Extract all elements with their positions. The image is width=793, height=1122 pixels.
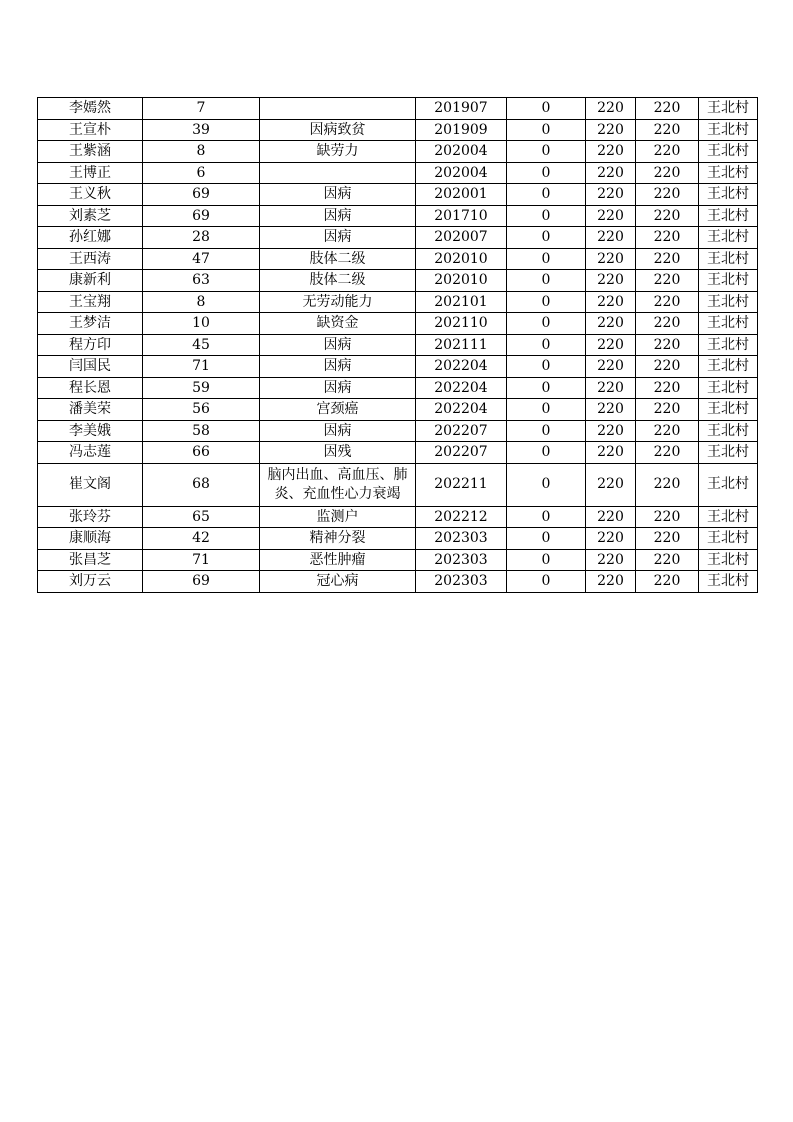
age-cell: 69: [143, 571, 260, 593]
amount-total-cell: 220: [636, 270, 699, 292]
table-row: [38, 313, 758, 335]
date-cell: 202004: [416, 162, 507, 184]
name-cell: 刘素芝: [38, 205, 143, 227]
reason-cell: 监测户: [260, 506, 416, 528]
reason-cell: 脑内出血、高血压、肺炎、充血性心力衰竭: [260, 463, 416, 506]
village-cell: 王北村: [699, 205, 758, 227]
name-cell: 张玲芬: [38, 506, 143, 528]
zero-cell: 0: [507, 506, 586, 528]
name-cell: 王西涛: [38, 248, 143, 270]
name-cell: 王宣朴: [38, 119, 143, 141]
village-cell: 王北村: [699, 549, 758, 571]
reason-cell: 因病: [260, 184, 416, 206]
zero-cell: 0: [507, 119, 586, 141]
name-cell: 程方印: [38, 334, 143, 356]
name-cell: 李嫣然: [38, 98, 143, 120]
date-cell: 201907: [416, 98, 507, 120]
amount-total-cell: 220: [636, 248, 699, 270]
amount-total-cell: 220: [636, 98, 699, 120]
date-cell: 202004: [416, 141, 507, 163]
amount-total-cell: 220: [636, 356, 699, 378]
amount-cell: 220: [586, 141, 636, 163]
date-cell: 201909: [416, 119, 507, 141]
amount-cell: 220: [586, 313, 636, 335]
table-row: [38, 399, 758, 421]
amount-total-cell: 220: [636, 162, 699, 184]
zero-cell: 0: [507, 270, 586, 292]
reason-cell: 缺资金: [260, 313, 416, 335]
name-cell: 王梦洁: [38, 313, 143, 335]
amount-cell: 220: [586, 119, 636, 141]
zero-cell: 0: [507, 291, 586, 313]
amount-cell: 220: [586, 399, 636, 421]
name-cell: 李美娥: [38, 420, 143, 442]
date-cell: 202204: [416, 399, 507, 421]
age-cell: 10: [143, 313, 260, 335]
reason-cell: 因病致贫: [260, 119, 416, 141]
zero-cell: 0: [507, 227, 586, 249]
amount-cell: 220: [586, 184, 636, 206]
date-cell: 202207: [416, 420, 507, 442]
reason-cell: 因病: [260, 377, 416, 399]
table-row: [38, 119, 758, 141]
table-row: [38, 506, 758, 528]
amount-total-cell: 220: [636, 184, 699, 206]
amount-cell: 220: [586, 205, 636, 227]
village-cell: 王北村: [699, 463, 758, 506]
date-cell: 202001: [416, 184, 507, 206]
name-cell: 潘美荣: [38, 399, 143, 421]
village-cell: 王北村: [699, 270, 758, 292]
amount-total-cell: 220: [636, 291, 699, 313]
date-cell: 202007: [416, 227, 507, 249]
village-cell: 王北村: [699, 528, 758, 550]
name-cell: 闫国民: [38, 356, 143, 378]
table-row: [38, 291, 758, 313]
amount-cell: 220: [586, 356, 636, 378]
date-cell: 202111: [416, 334, 507, 356]
zero-cell: 0: [507, 442, 586, 464]
name-cell: 张昌芝: [38, 549, 143, 571]
amount-cell: 220: [586, 248, 636, 270]
date-cell: 202207: [416, 442, 507, 464]
age-cell: 8: [143, 141, 260, 163]
village-cell: 王北村: [699, 141, 758, 163]
table-row: [38, 248, 758, 270]
amount-total-cell: 220: [636, 205, 699, 227]
date-cell: 202212: [416, 506, 507, 528]
name-cell: 王紫涵: [38, 141, 143, 163]
reason-cell: 冠心病: [260, 571, 416, 593]
amount-cell: 220: [586, 463, 636, 506]
zero-cell: 0: [507, 420, 586, 442]
date-cell: 202303: [416, 571, 507, 593]
table-row: [38, 98, 758, 120]
table-row: [38, 227, 758, 249]
reason-cell: [260, 162, 416, 184]
age-cell: 28: [143, 227, 260, 249]
zero-cell: 0: [507, 463, 586, 506]
amount-total-cell: 220: [636, 420, 699, 442]
date-cell: 202303: [416, 528, 507, 550]
village-cell: 王北村: [699, 506, 758, 528]
zero-cell: 0: [507, 334, 586, 356]
amount-cell: 220: [586, 227, 636, 249]
reason-cell: 因病: [260, 334, 416, 356]
age-cell: 63: [143, 270, 260, 292]
zero-cell: 0: [507, 356, 586, 378]
zero-cell: 0: [507, 162, 586, 184]
amount-total-cell: 220: [636, 227, 699, 249]
village-cell: 王北村: [699, 571, 758, 593]
village-cell: 王北村: [699, 377, 758, 399]
village-cell: 王北村: [699, 227, 758, 249]
age-cell: 58: [143, 420, 260, 442]
age-cell: 6: [143, 162, 260, 184]
age-cell: 39: [143, 119, 260, 141]
table-row: [38, 463, 758, 506]
village-cell: 王北村: [699, 356, 758, 378]
amount-total-cell: 220: [636, 571, 699, 593]
village-cell: 王北村: [699, 334, 758, 356]
village-cell: 王北村: [699, 248, 758, 270]
age-cell: 71: [143, 356, 260, 378]
amount-total-cell: 220: [636, 549, 699, 571]
amount-cell: 220: [586, 506, 636, 528]
zero-cell: 0: [507, 313, 586, 335]
amount-cell: 220: [586, 377, 636, 399]
name-cell: 冯志莲: [38, 442, 143, 464]
date-cell: 202303: [416, 549, 507, 571]
amount-cell: 220: [586, 162, 636, 184]
recipient-table: [37, 97, 758, 593]
age-cell: 68: [143, 463, 260, 506]
name-cell: 康新利: [38, 270, 143, 292]
amount-total-cell: 220: [636, 313, 699, 335]
reason-cell: 因病: [260, 205, 416, 227]
reason-cell: 缺劳力: [260, 141, 416, 163]
table-body: [38, 98, 758, 593]
amount-total-cell: 220: [636, 442, 699, 464]
table-row: [38, 528, 758, 550]
zero-cell: 0: [507, 141, 586, 163]
age-cell: 47: [143, 248, 260, 270]
zero-cell: 0: [507, 571, 586, 593]
name-cell: 王宝翔: [38, 291, 143, 313]
village-cell: 王北村: [699, 291, 758, 313]
reason-cell: 精神分裂: [260, 528, 416, 550]
date-cell: 202110: [416, 313, 507, 335]
table-row: [38, 184, 758, 206]
table-row: [38, 571, 758, 593]
village-cell: 王北村: [699, 442, 758, 464]
amount-total-cell: 220: [636, 141, 699, 163]
reason-cell: [260, 98, 416, 120]
village-cell: 王北村: [699, 162, 758, 184]
age-cell: 65: [143, 506, 260, 528]
amount-total-cell: 220: [636, 334, 699, 356]
table-row: [38, 549, 758, 571]
zero-cell: 0: [507, 377, 586, 399]
zero-cell: 0: [507, 98, 586, 120]
reason-cell: 因残: [260, 442, 416, 464]
zero-cell: 0: [507, 549, 586, 571]
reason-cell: 因病: [260, 227, 416, 249]
village-cell: 王北村: [699, 420, 758, 442]
amount-cell: 220: [586, 291, 636, 313]
age-cell: 8: [143, 291, 260, 313]
name-cell: 孙红娜: [38, 227, 143, 249]
date-cell: 202204: [416, 356, 507, 378]
age-cell: 71: [143, 549, 260, 571]
table-row: [38, 205, 758, 227]
name-cell: 崔文阁: [38, 463, 143, 506]
village-cell: 王北村: [699, 313, 758, 335]
table-row: [38, 141, 758, 163]
age-cell: 7: [143, 98, 260, 120]
amount-cell: 220: [586, 334, 636, 356]
reason-cell: 肢体二级: [260, 270, 416, 292]
table-row: [38, 442, 758, 464]
amount-cell: 220: [586, 270, 636, 292]
table-row: [38, 420, 758, 442]
village-cell: 王北村: [699, 119, 758, 141]
amount-cell: 220: [586, 442, 636, 464]
age-cell: 69: [143, 184, 260, 206]
reason-cell: 无劳动能力: [260, 291, 416, 313]
age-cell: 56: [143, 399, 260, 421]
zero-cell: 0: [507, 528, 586, 550]
amount-total-cell: 220: [636, 463, 699, 506]
village-cell: 王北村: [699, 184, 758, 206]
table-row: [38, 334, 758, 356]
reason-cell: 宫颈癌: [260, 399, 416, 421]
amount-cell: 220: [586, 420, 636, 442]
amount-total-cell: 220: [636, 399, 699, 421]
name-cell: 刘万云: [38, 571, 143, 593]
date-cell: 202010: [416, 270, 507, 292]
reason-cell: 因病: [260, 420, 416, 442]
amount-cell: 220: [586, 98, 636, 120]
amount-total-cell: 220: [636, 506, 699, 528]
date-cell: 202211: [416, 463, 507, 506]
village-cell: 王北村: [699, 98, 758, 120]
age-cell: 42: [143, 528, 260, 550]
table-row: [38, 377, 758, 399]
village-cell: 王北村: [699, 399, 758, 421]
amount-cell: 220: [586, 549, 636, 571]
name-cell: 康顺海: [38, 528, 143, 550]
age-cell: 45: [143, 334, 260, 356]
name-cell: 王义秋: [38, 184, 143, 206]
zero-cell: 0: [507, 205, 586, 227]
date-cell: 202204: [416, 377, 507, 399]
age-cell: 69: [143, 205, 260, 227]
date-cell: 202010: [416, 248, 507, 270]
zero-cell: 0: [507, 248, 586, 270]
date-cell: 201710: [416, 205, 507, 227]
table-row: [38, 270, 758, 292]
amount-total-cell: 220: [636, 528, 699, 550]
reason-cell: 肢体二级: [260, 248, 416, 270]
amount-cell: 220: [586, 528, 636, 550]
table-row: [38, 356, 758, 378]
zero-cell: 0: [507, 399, 586, 421]
amount-total-cell: 220: [636, 119, 699, 141]
amount-cell: 220: [586, 571, 636, 593]
name-cell: 程长恩: [38, 377, 143, 399]
age-cell: 66: [143, 442, 260, 464]
reason-cell: 因病: [260, 356, 416, 378]
zero-cell: 0: [507, 184, 586, 206]
reason-cell: 恶性肿瘤: [260, 549, 416, 571]
table-row: [38, 162, 758, 184]
age-cell: 59: [143, 377, 260, 399]
name-cell: 王博正: [38, 162, 143, 184]
amount-total-cell: 220: [636, 377, 699, 399]
date-cell: 202101: [416, 291, 507, 313]
